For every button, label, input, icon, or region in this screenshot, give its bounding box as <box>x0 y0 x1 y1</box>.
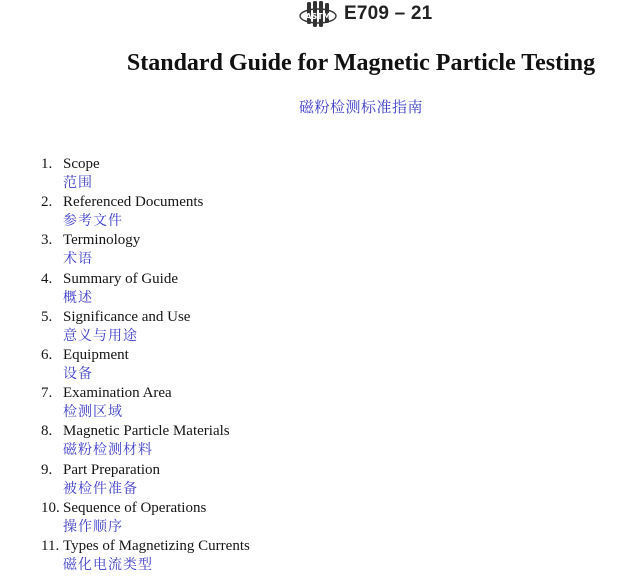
toc-label: Examination Area <box>63 385 172 402</box>
toc-label: Summary of Guide <box>63 270 178 287</box>
toc-entry <box>41 461 160 480</box>
toc-translation: 被检件准备 <box>63 480 138 497</box>
toc-label: Types of Magnetizing Currents <box>63 537 250 554</box>
toc-number: 5. <box>41 308 53 325</box>
toc-entry <box>41 499 206 518</box>
toc-label: Referenced Documents <box>63 194 204 211</box>
toc-number: 2. <box>41 194 53 211</box>
toc-entry <box>41 346 129 365</box>
toc-translation: 范围 <box>63 175 93 191</box>
toc-label: Scope <box>63 156 100 172</box>
toc-label: Magnetic Particle Materials <box>63 423 230 440</box>
toc-number: 8. <box>41 423 53 440</box>
toc-number: 9. <box>41 461 53 478</box>
toc-entry <box>41 537 250 556</box>
standard-designation: E709 – 21 <box>344 3 433 24</box>
toc-number: 1. <box>41 156 53 172</box>
toc-entry <box>41 384 172 403</box>
toc-translation: 磁化电流类型 <box>63 556 153 573</box>
toc-number: 7. <box>41 385 53 402</box>
toc-translation: 磁粉检测材料 <box>63 442 153 459</box>
toc-translation: 概述 <box>63 289 93 306</box>
toc-label: Equipment <box>63 346 129 363</box>
toc-number: 4. <box>41 270 53 287</box>
toc-label: Part Preparation <box>63 461 161 478</box>
toc-number: 3. <box>41 232 53 249</box>
toc-entry <box>41 270 178 289</box>
astm-logo-icon <box>298 0 338 30</box>
toc-number: 10. <box>41 499 60 516</box>
toc-number: 11. <box>41 537 60 554</box>
toc-label: Significance and Use <box>63 308 191 325</box>
toc-translation: 检测区域 <box>63 404 123 421</box>
toc-label: Sequence of Operations <box>63 499 207 516</box>
toc-translation: 参考文件 <box>63 213 123 230</box>
document-title-translation: 磁粉检测标准指南 <box>298 98 423 116</box>
toc-number: 6. <box>41 346 53 363</box>
document-title: Standard Guide for Magnetic Particle Testing <box>126 50 596 76</box>
document-header <box>298 0 432 30</box>
toc-translation: 术语 <box>63 251 93 268</box>
svg-text:ASTM: ASTM <box>305 12 331 21</box>
toc-entry <box>41 155 100 174</box>
toc-translation: 操作顺序 <box>63 518 123 535</box>
toc-translation: 意义与用途 <box>63 327 138 344</box>
toc-entry <box>41 231 140 250</box>
toc-entry <box>41 308 190 327</box>
toc-entry <box>41 193 203 212</box>
toc-entry <box>41 422 230 441</box>
toc-translation: 设备 <box>63 365 93 382</box>
toc-label: Terminology <box>63 232 141 249</box>
